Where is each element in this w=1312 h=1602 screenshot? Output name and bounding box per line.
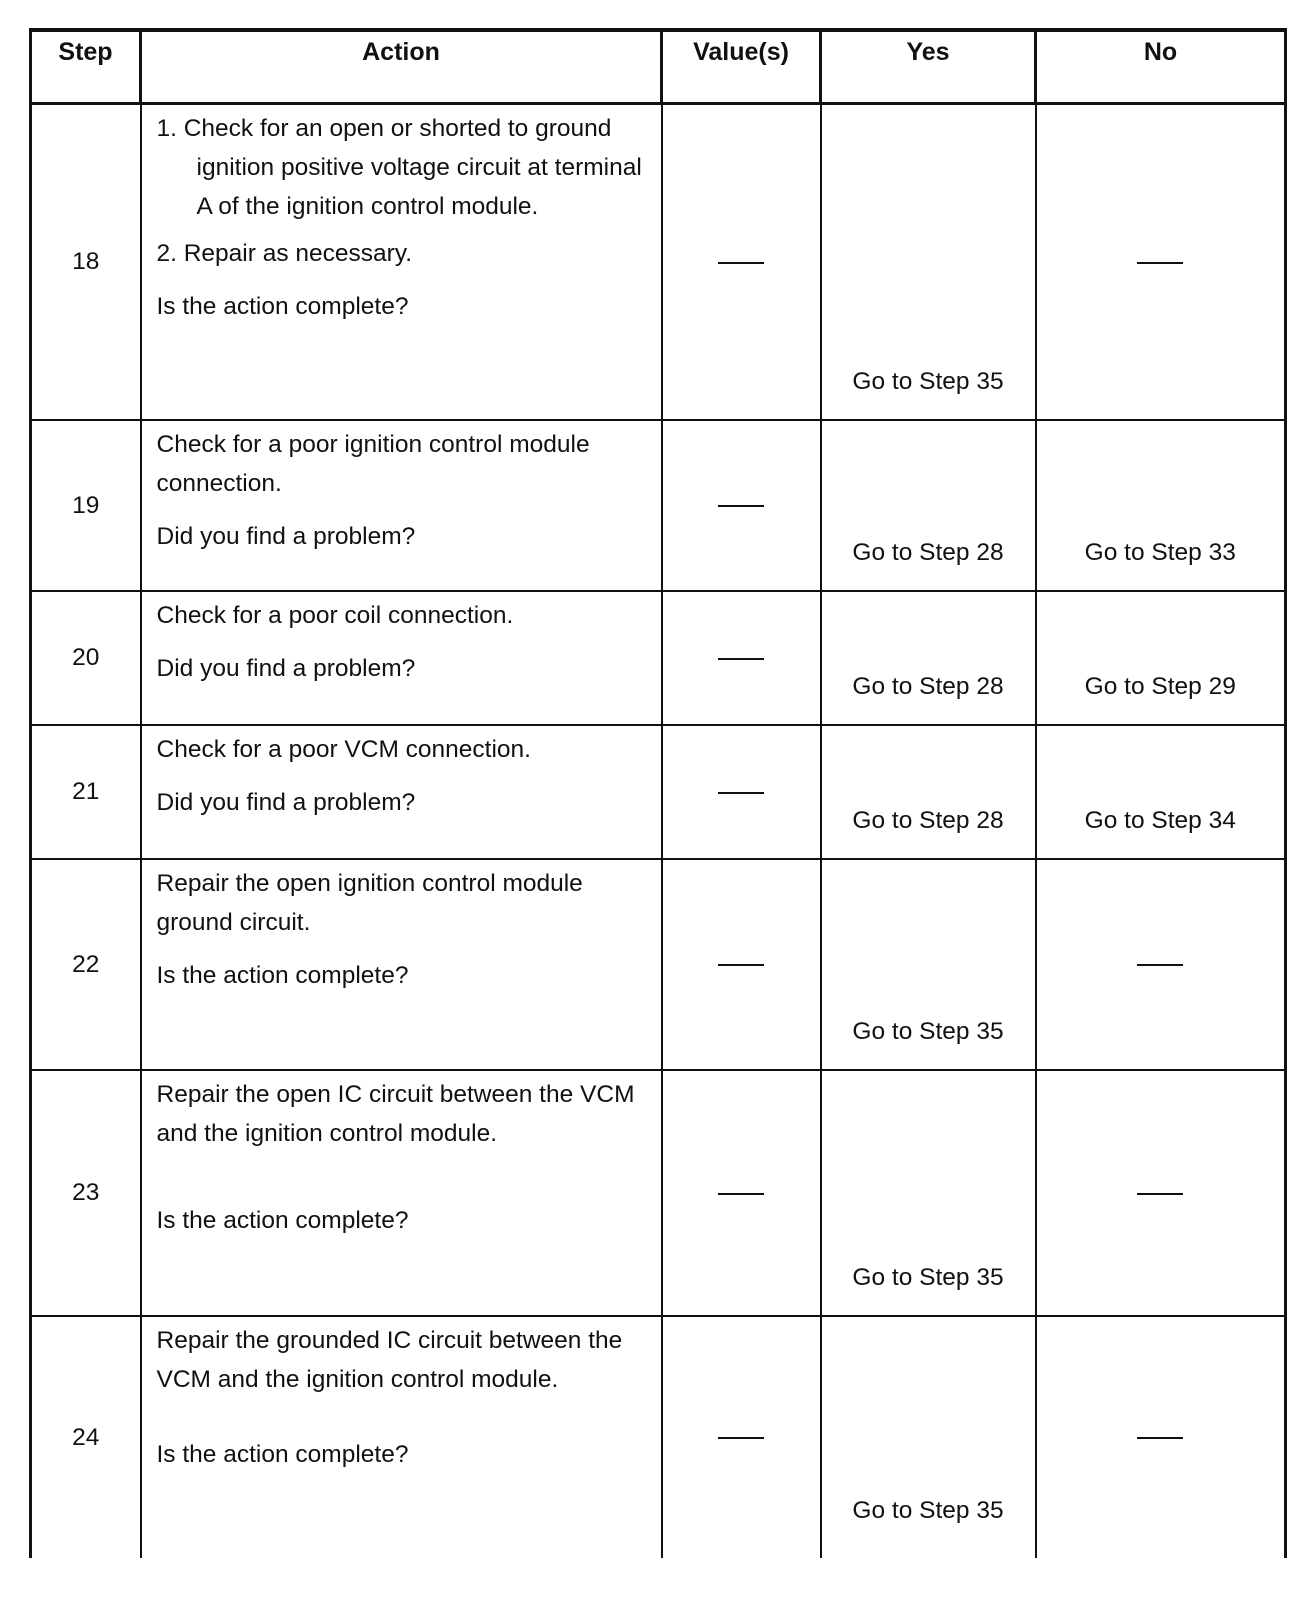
- step-number: 24: [31, 1316, 141, 1558]
- table-row: [31, 591, 1286, 725]
- table-row: [31, 859, 1286, 1070]
- value-cell: [662, 420, 821, 591]
- value-dash: [718, 505, 764, 507]
- yes-cell: [821, 420, 1036, 591]
- table-row: [31, 1316, 1286, 1558]
- header-step: Step: [31, 30, 141, 104]
- yes-cell: [821, 725, 1036, 859]
- diagnostic-steps-table: [29, 28, 1287, 1558]
- step-number: 19: [31, 420, 141, 591]
- no-cell: [1036, 420, 1286, 591]
- action-question: Is the action complete?: [156, 1206, 409, 1234]
- action-question: Did you find a problem?: [156, 522, 416, 550]
- header-values: Value(s): [662, 30, 821, 104]
- no-dash: [1137, 1437, 1183, 1439]
- value-dash: [718, 658, 764, 660]
- table-row: [31, 104, 1286, 420]
- action-cell: [141, 591, 662, 725]
- action-cell: [141, 1316, 662, 1558]
- no-cell: [1036, 104, 1286, 420]
- action-text: Repair the open IC circuit between the VCM and the ignition control module.: [156, 1080, 635, 1147]
- yes-outcome: Go to Step 35: [852, 1496, 1004, 1524]
- value-cell: [662, 104, 821, 420]
- action-cell: [141, 420, 662, 591]
- table-row: [31, 725, 1286, 859]
- yes-outcome: Go to Step 28: [852, 672, 1004, 700]
- yes-outcome: Go to Step 35: [852, 1017, 1004, 1045]
- no-outcome: Go to Step 29: [1084, 672, 1236, 700]
- action-list-item: 1. Check for an open or shorted to ground ignition positive voltage circuit at terminal A of the ignition control module.: [156, 115, 642, 220]
- value-dash: [718, 792, 764, 794]
- action-question: Is the action complete?: [156, 293, 409, 320]
- value-dash: [718, 1437, 764, 1439]
- yes-outcome: Go to Step 28: [852, 538, 1004, 566]
- table-row: [31, 1070, 1286, 1316]
- value-cell: [662, 725, 821, 859]
- no-cell: [1036, 1316, 1286, 1558]
- action-question: Did you find a problem?: [156, 654, 416, 682]
- no-dash: [1137, 1193, 1183, 1195]
- action-text: Repair the open ignition control module ground circuit.: [156, 869, 583, 936]
- step-number: 18: [31, 104, 141, 420]
- action-text: Check for a poor coil connection.: [156, 601, 514, 629]
- action-cell: [141, 1070, 662, 1316]
- no-cell: [1036, 1070, 1286, 1316]
- header-action: Action: [141, 30, 662, 104]
- action-cell: [141, 859, 662, 1070]
- value-dash: [718, 1193, 764, 1195]
- no-dash: [1137, 964, 1183, 966]
- header-yes: Yes: [821, 30, 1036, 104]
- header-no: No: [1036, 30, 1286, 104]
- action-text: Check for a poor ignition control module connection.: [156, 430, 590, 497]
- step-number: 20: [31, 591, 141, 725]
- action-list-item: 2. Repair as necessary.: [156, 240, 413, 267]
- yes-outcome: Go to Step 28: [852, 806, 1004, 834]
- yes-cell: [821, 591, 1036, 725]
- step-number: 22: [31, 859, 141, 1070]
- action-list: [157, 109, 653, 273]
- yes-outcome: Go to Step 35: [852, 367, 1004, 395]
- value-cell: [662, 1316, 821, 1558]
- value-dash: [718, 262, 764, 264]
- value-cell: [662, 1070, 821, 1316]
- no-outcome: Go to Step 34: [1084, 806, 1236, 834]
- value-cell: [662, 859, 821, 1070]
- no-cell: [1036, 725, 1286, 859]
- yes-cell: [821, 859, 1036, 1070]
- step-number: 23: [31, 1070, 141, 1316]
- yes-cell: [821, 1316, 1036, 1558]
- header-row: [31, 30, 1286, 104]
- action-question: Is the action complete?: [156, 961, 409, 989]
- table-row: [31, 420, 1286, 591]
- action-text: Repair the grounded IC circuit between the VCM and the ignition control module.: [156, 1326, 623, 1393]
- action-text: Check for a poor VCM connection.: [156, 735, 531, 763]
- no-dash: [1137, 262, 1183, 264]
- value-dash: [718, 964, 764, 966]
- yes-outcome: Go to Step 35: [852, 1263, 1004, 1291]
- yes-cell: [821, 104, 1036, 420]
- no-cell: [1036, 591, 1286, 725]
- yes-cell: [821, 1070, 1036, 1316]
- no-cell: [1036, 859, 1286, 1070]
- action-question: Is the action complete?: [156, 1440, 409, 1468]
- action-cell: [141, 104, 662, 420]
- diagnostic-table-page: [29, 28, 1284, 1602]
- step-number: 21: [31, 725, 141, 859]
- value-cell: [662, 591, 821, 725]
- no-outcome: Go to Step 33: [1084, 538, 1236, 566]
- action-question: Did you find a problem?: [156, 788, 416, 816]
- action-cell: [141, 725, 662, 859]
